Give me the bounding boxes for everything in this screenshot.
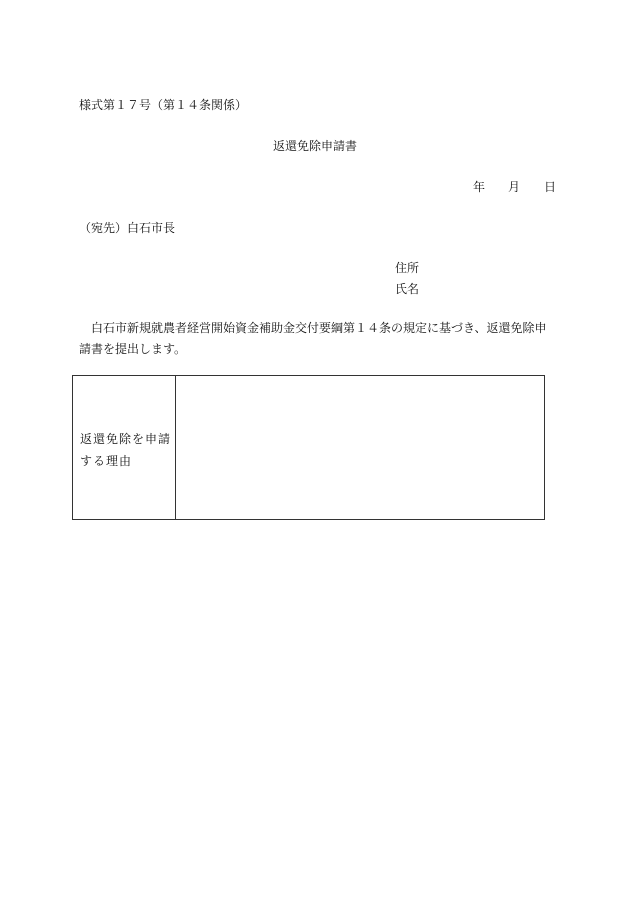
body-text: 白石市新規就農者経営開始資金補助金交付要綱第１４条の規定に基づき、返還免除申請書を提出します。 (79, 321, 547, 356)
form-number: 様式第１７号（第１４条関係） (79, 98, 248, 112)
date-year: 年 (473, 180, 486, 194)
addressee: （宛先）白石市長 (79, 221, 176, 235)
reason-input-cell[interactable] (176, 376, 544, 519)
date-line (473, 178, 556, 195)
applicant-address-label: 住所 (395, 261, 420, 275)
date-month: 月 (508, 180, 521, 194)
document-title: 返還免除申請書 (272, 139, 357, 153)
applicant-name-label: 氏名 (395, 282, 420, 296)
reason-label-cell: 返還免除を申請する理由 (73, 376, 176, 519)
reason-table (72, 375, 545, 520)
date-day: 日 (544, 180, 557, 194)
